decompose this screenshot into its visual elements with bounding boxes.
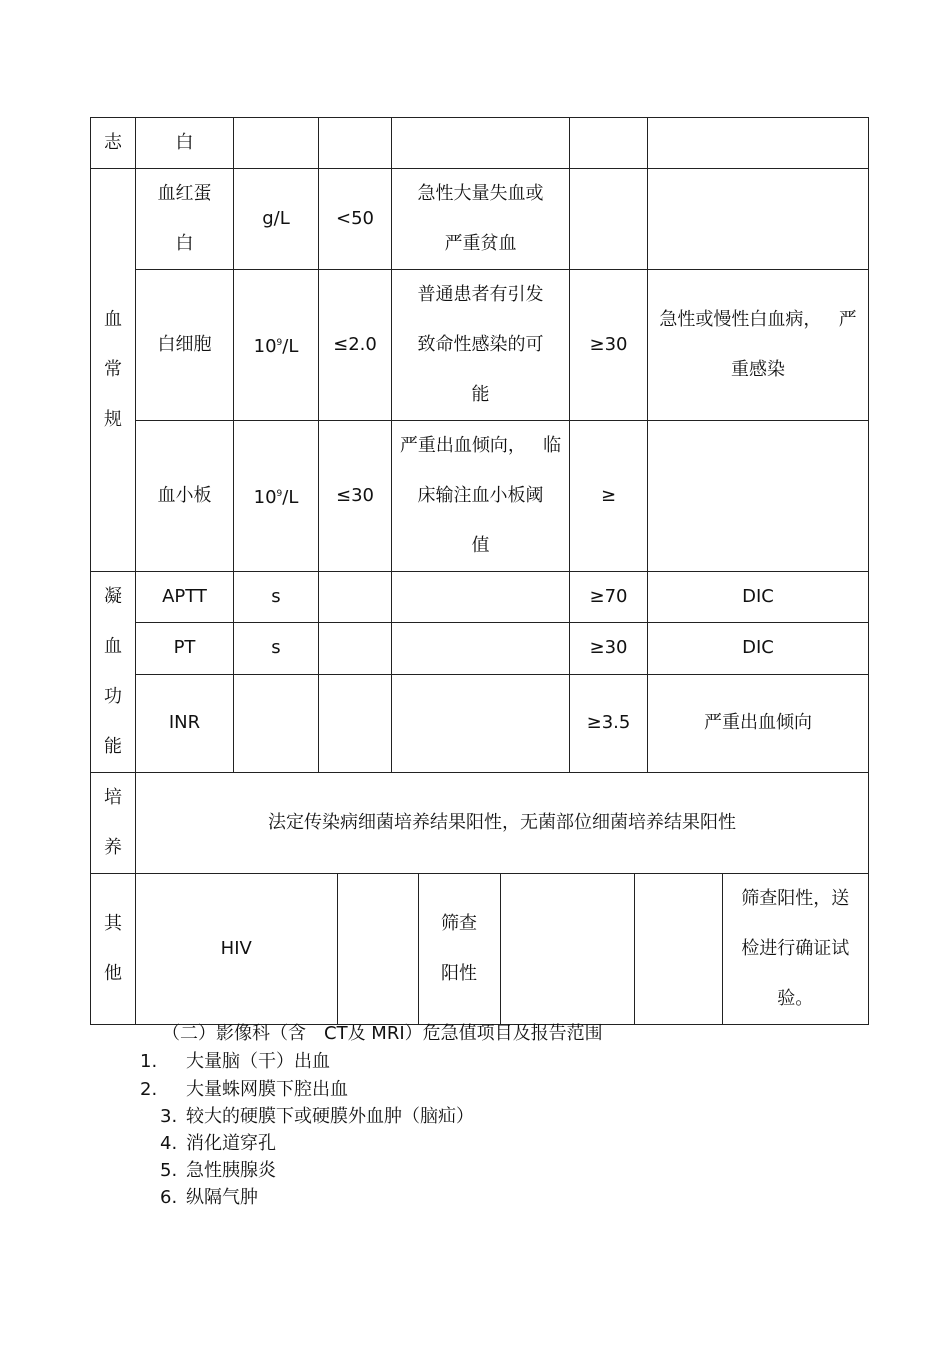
item-aptt: APTT bbox=[136, 572, 234, 623]
section-title: （二）影像科（含 CT及 MRI）危急值项目及报告范围 bbox=[162, 1023, 603, 1044]
table-row bbox=[91, 874, 869, 1025]
low-note-cell: 普通患者有引发 致命性感染的可 能 bbox=[392, 270, 570, 421]
item-hiv: HIV bbox=[136, 874, 337, 1024]
high-value-cell: ≥30 bbox=[570, 270, 648, 421]
high-value-cell: ≥3.5 bbox=[570, 674, 648, 773]
unit-cell: $10^9/L$ bbox=[234, 421, 319, 572]
high-note-cell: DIC bbox=[648, 572, 869, 623]
category-culture: 培 养 bbox=[91, 773, 136, 874]
category-other: 其 他 bbox=[91, 874, 136, 1025]
result-cell: 筛查 阳性 bbox=[418, 874, 500, 1024]
high-value-cell: ≥30 bbox=[570, 623, 648, 674]
unit-cell bbox=[234, 674, 319, 773]
list-item: 3. 较大的硬膜下或硬膜外血肿（脑疝） bbox=[160, 1106, 474, 1127]
list-item: 6. 纵隔气肿 bbox=[160, 1187, 258, 1208]
category-coagulation: 凝 血 功 能 bbox=[91, 572, 136, 773]
item-cell: 白 bbox=[136, 118, 234, 169]
unit-cell: g/L bbox=[234, 169, 319, 270]
item-wbc: 白细胞 bbox=[136, 270, 234, 421]
list-item: 5. 急性胰腺炎 bbox=[160, 1160, 276, 1181]
item-hemoglobin: 血红蛋 白 bbox=[136, 169, 234, 270]
high-value-cell: ≥70 bbox=[570, 572, 648, 623]
high-note-cell: 急性或慢性白血病， 严 重感染 bbox=[648, 270, 869, 421]
item-pt: PT bbox=[136, 623, 234, 674]
critical-value-table bbox=[90, 117, 869, 1025]
high-note-cell: 严重出血倾向 bbox=[648, 674, 869, 773]
item-inr: INR bbox=[136, 674, 234, 773]
category-cell: 志 bbox=[91, 118, 136, 169]
list-item: 1. 大量脑（干）出血 bbox=[140, 1051, 330, 1072]
high-value-cell: ≥ bbox=[570, 421, 648, 572]
other-row-table bbox=[136, 874, 868, 1024]
table-row bbox=[91, 270, 869, 421]
low-value-cell: ≤30 bbox=[319, 421, 392, 572]
list-item: 4. 消化道穿孔 bbox=[160, 1133, 276, 1154]
note-cell: 筛查阳性，送 检进行确证试 验。 bbox=[741, 888, 850, 1009]
list-item: 2. 大量蛛网膜下腔出血 bbox=[140, 1079, 348, 1100]
table-row bbox=[91, 623, 869, 674]
low-note-cell: 严重出血倾向， 临 床输注血小板阈 值 bbox=[392, 421, 570, 572]
unit-cell: $10^9/L$ bbox=[234, 270, 319, 421]
low-value-cell: ≤2.0 bbox=[319, 270, 392, 421]
high-note-cell: DIC bbox=[648, 623, 869, 674]
unit-cell: s bbox=[234, 572, 319, 623]
category-blood-routine: 血 常 规 bbox=[91, 169, 136, 572]
low-note-cell: 急性大量失血或 严重贫血 bbox=[392, 169, 570, 270]
table-row bbox=[91, 674, 869, 773]
table-row bbox=[91, 118, 869, 169]
low-value-cell: <50 bbox=[319, 169, 392, 270]
culture-text-cell: 法定传染病细菌培养结果阳性，无菌部位细菌培养结果阳性 bbox=[136, 773, 869, 874]
table-row bbox=[91, 773, 869, 874]
table-row bbox=[91, 421, 869, 572]
table-row bbox=[91, 572, 869, 623]
item-platelet: 血小板 bbox=[136, 421, 234, 572]
unit-cell: s bbox=[234, 623, 319, 674]
table-row bbox=[91, 169, 869, 270]
